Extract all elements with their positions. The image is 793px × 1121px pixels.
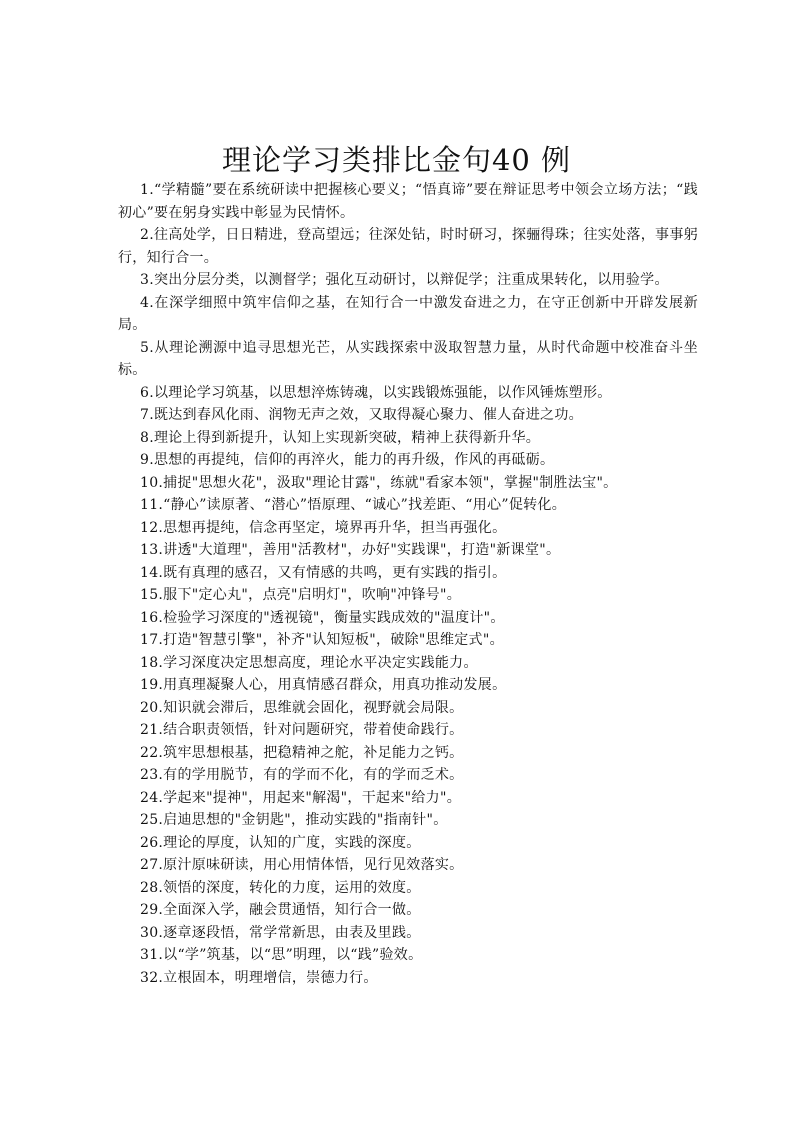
list-item: 4.在深学细照中筑牢信仰之基，在知行合一中激发奋进之力，在守正创新中开辟发展新局。 [118, 294, 698, 333]
list-item: 29.全面深入学，融会贯通悟，知行合一做。 [140, 902, 421, 918]
list-item: 17.打造"智慧引擎"，补齐"认知短板"，破除"思维定式"。 [140, 632, 504, 648]
list-item: 28.领悟的深度，转化的力度，运用的效度。 [140, 879, 421, 896]
document-body [118, 179, 698, 989]
list-item: 15.服下"定心丸"，点亮"启明灯"，吹响"冲锋号"。 [140, 587, 461, 603]
list-item: 18.学习深度决定思想高度，理论水平决定实践能力。 [140, 654, 478, 671]
list-item: 1.“学精髓”要在系统研读中把握核心要义；“悟真谛”要在辩证思考中领会立场方法；“践初心”要在躬身实践中彰显为民情怀。 [118, 182, 698, 221]
list-item: 19.用真理凝聚人心，用真情感召群众，用真功推动发展。 [140, 677, 507, 693]
list-item: 32.立根固本，明理增信，崇德力行。 [140, 969, 378, 986]
list-item: 27.原汁原味研读，用心用情体悟，见行见效落实。 [140, 857, 464, 873]
list-item: 2.往高处学，日日精进，登高望远；往深处钻，时时研习，探骊得珠；往实处落，事事躬行，知行合一。 [118, 227, 698, 266]
list-item: 23.有的学用脱节，有的学而不化，有的学而乏术。 [140, 767, 464, 783]
list-item: 24.学起来"提神"，用起来"解渴"，干起来"给力"。 [140, 789, 461, 806]
list-item: 31.以“学”筑基，以“思”明理，以“践”验效。 [140, 947, 423, 963]
list-item: 13.讲透"大道理"，善用"活教材"，办好"实践课"，打造"新课堂"。 [140, 542, 561, 558]
list-item: 11.“静心”读原著、“潜心”悟原理、“诚心”找差距、“用心”促转化。 [140, 497, 567, 513]
list-item: 5.从理论溯源中追寻思想光芒，从实践探索中汲取智慧力量，从时代命题中校准奋斗坐标。 [118, 339, 698, 378]
list-item: 6.以理论学习筑基，以思想淬炼铸魂，以实践锻炼强能，以作风锤炼塑形。 [140, 384, 612, 401]
list-item: 10.捕捉"思想火花"，汲取"理论甘露"，练就"看家本领"，掌握"制胜法宝"。 [140, 474, 618, 491]
list-item: 7.既达到春风化雨、润物无声之效，又取得凝心聚力、催人奋进之功。 [140, 407, 583, 423]
list-item: 16.检验学习深度的"透视镜"，衡量实践成效的"温度计"。 [140, 609, 505, 626]
list-item: 25.启迪思想的"金钥匙"，推动实践的"指南针"。 [140, 812, 448, 828]
list-item: 9.思想的再提纯，信仰的再淬火，能力的再升级，作风的再砥砺。 [140, 452, 555, 468]
list-item: 8.理论上得到新提升，认知上实现新突破，精神上获得新升华。 [140, 429, 541, 446]
list-item: 3.突出分层分类，以测督学；强化互动研讨，以辩促学；注重成果转化，以用验学。 [140, 272, 669, 288]
list-item: 22.筑牢思想根基，把稳精神之舵，补足能力之钙。 [140, 744, 464, 761]
list-item: 30.逐章逐段悟，常学常新思，由表及里践。 [140, 924, 421, 941]
list-item: 21.结合职责领悟，针对问题研究，带着使命践行。 [140, 722, 464, 738]
list-item: 14.既有真理的感召，又有情感的共鸣，更有实践的指引。 [140, 564, 507, 581]
list-item: 20.知识就会滞后，思维就会固化，视野就会局限。 [140, 699, 464, 716]
document-title: 理论学习类排比金句40 例 [221, 143, 572, 177]
list-item: 26.理论的厚度，认知的广度，实践的深度。 [140, 834, 421, 851]
list-item: 12.思想再提纯，信念再坚定，境界再升华，担当再强化。 [140, 519, 507, 536]
